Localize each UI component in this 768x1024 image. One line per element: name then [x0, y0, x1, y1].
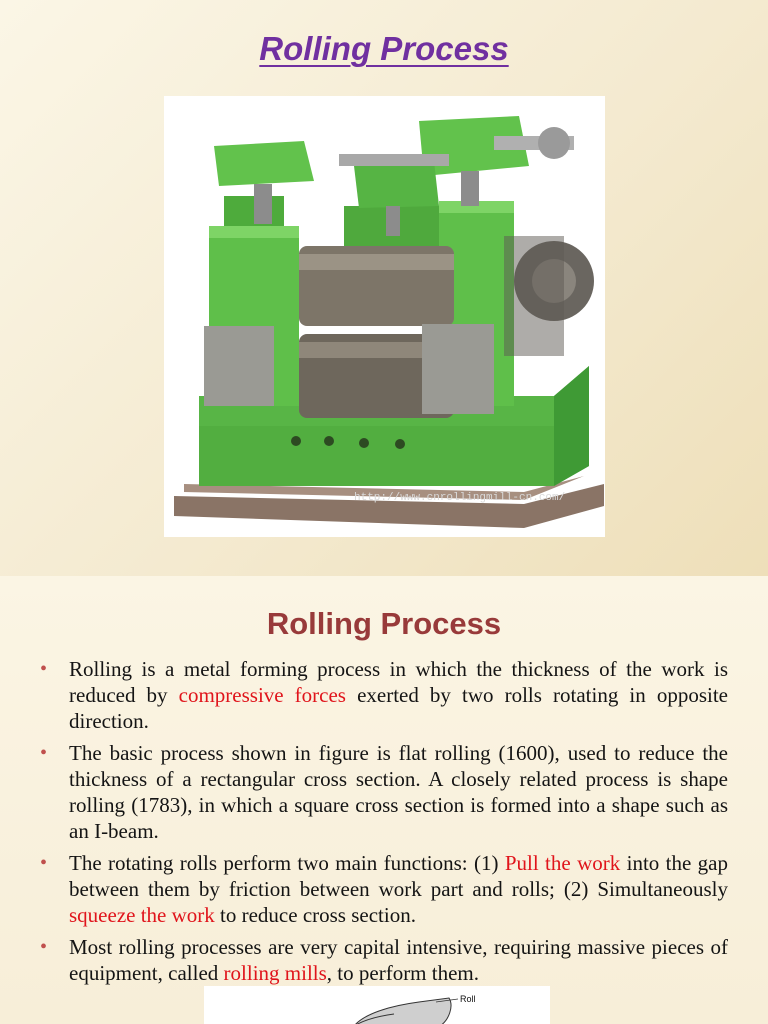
bullet-dot-icon: • — [40, 936, 48, 958]
highlight-text: squeeze the work — [69, 903, 215, 927]
highlight-text: compressive forces — [178, 683, 346, 707]
highlight-text: rolling mills — [223, 961, 327, 985]
diagram-roll-label: Roll — [460, 994, 476, 1004]
rolling-diagram — [204, 986, 550, 1024]
rolling-mill-photo — [164, 96, 605, 537]
bullet-item: • The rotating rolls perform two main functions: (1) Pull the work into the gap between them by friction between work part and rolls; (2) Simultaneously squeeze the work to reduce cross section. — [40, 851, 728, 927]
highlight-text: Pull the work — [504, 851, 621, 875]
slide-2 — [0, 576, 768, 1024]
bullet-dot-icon: • — [40, 852, 48, 874]
bullet-item: • Rolling is a metal forming process in which the thickness of the work is reduced by compressive forces exerted by two rolls rotating in opposite direction. — [40, 657, 728, 733]
photo-watermark: http://www.cnrollingmill-cn.com/ — [354, 492, 566, 504]
bullet-list — [40, 656, 728, 992]
bullet-item: • The basic process shown in figure is flat rolling (1600), used to reduce the thickness of a rectangular cross section. A closely related process is shape rolling (1783), in which a square cross section is formed into a shape such as an I-beam. — [40, 741, 728, 843]
slide-1-title: Rolling Process — [259, 30, 509, 67]
bullet-item: • Most rolling processes are very capital intensive, requiring massive pieces of equipment, called rolling mills, to perform them. — [40, 935, 728, 985]
slide-2-title: Rolling Process — [266, 606, 502, 641]
bullet-dot-icon: • — [40, 742, 48, 764]
bullet-dot-icon: • — [40, 658, 48, 680]
